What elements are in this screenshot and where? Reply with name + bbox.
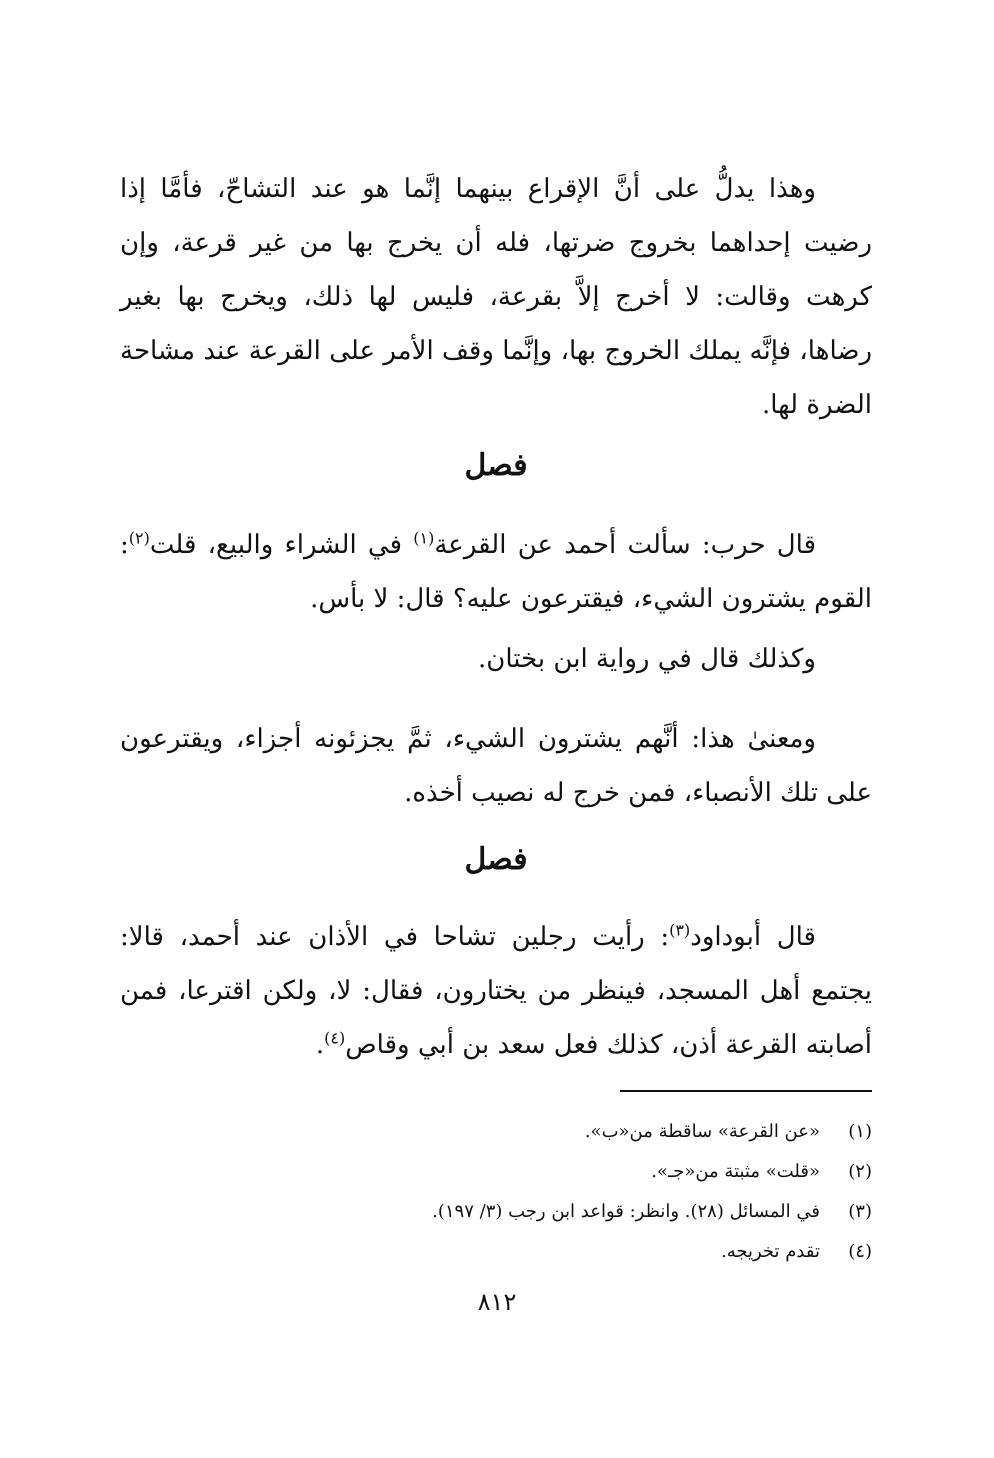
paragraph-3 — [120, 632, 872, 686]
footnote-1 — [120, 1112, 872, 1152]
footnote-2-text: «قلت» مثبتة من«جـ». — [651, 1161, 820, 1182]
footnote-4 — [120, 1232, 872, 1272]
paragraph-5-part-1: قال أبوداود — [690, 922, 816, 952]
footnote-3 — [120, 1192, 872, 1232]
paragraph-5-part-3: . — [315, 1030, 325, 1060]
footnote-1-number: (١) — [848, 1121, 872, 1142]
section-heading-2: فصل — [464, 842, 528, 877]
footnote-ref-1: (١) — [413, 528, 435, 548]
paragraph-5 — [120, 910, 872, 1072]
paragraph-2 — [120, 518, 872, 626]
paragraph-4-text: ومعنىٰ هذا: أنَّهم يشترون الشيء، ثمَّ يجزئونه أجزاء، ويقترعون على تلك الأنصباء، فمن خرج له نصيب أخذه. — [120, 724, 872, 808]
footnote-ref-3: (٣) — [669, 920, 691, 940]
footnote-2 — [120, 1152, 872, 1192]
paragraph-4 — [120, 712, 872, 820]
paragraph-1 — [120, 162, 872, 432]
footnote-3-number: (٣) — [848, 1201, 872, 1222]
section-heading-1: فصل — [464, 448, 528, 483]
footnote-1-text: «عن القرعة» ساقطة من«ب». — [584, 1121, 820, 1142]
footnote-4-number: (٤) — [848, 1241, 872, 1262]
page-number: ٨١٢ — [477, 1288, 517, 1316]
paragraph-3-text: وكذلك قال في رواية ابن بختان. — [478, 644, 816, 674]
paragraph-2-part-2: في الشراء والبيع، قلت — [149, 530, 414, 560]
paragraph-2-part-1: قال حرب: سألت أحمد عن القرعة — [434, 530, 817, 560]
footnotes — [120, 1112, 872, 1272]
footnote-2-number: (٢) — [848, 1161, 872, 1182]
paragraph-1-text: وهذا يدلُّ على أنَّ الإقراع بينهما إنَّما هو عند التشاحّ، فأمَّا إذا رضيت إحداهما بخروج ضرتها، فله أن يخرج بها من غير قرعة، وإن كرهت وقالت: لا أخرج إلاَّ بقرعة، فليس لها ذلك، ويخرج بها بغير رضاها، فإنَّه يملك الخروج بها، وإنَّما وقف الأمر على القرعة عند مشاحة الضرة لها. — [120, 174, 872, 420]
paragraph-5-part-2: : رأيت رجلين تشاحا في الأذان عند أحمد، قالا: يجتمع أهل المسجد، فينظر من يختارون، فقال: لا، ولكن اقترعا، فمن أصابته القرعة أذن، كذلك فعل سعد بن أبي وقاص — [120, 922, 872, 1060]
footnote-4-text: تقدم تخريجه. — [721, 1241, 820, 1262]
footnote-ref-2: (٢) — [128, 528, 150, 548]
footnote-3-text: في المسائل (٢٨). وانظر: قواعد ابن رجب (٣/ ١٩٧). — [432, 1201, 820, 1222]
paragraph-2-part-3: : القوم يشترون الشيء، فيقترعون عليه؟ قال: لا بأس. — [120, 530, 872, 614]
footnote-ref-4: (٤) — [324, 1028, 346, 1048]
footnote-separator — [620, 1090, 872, 1092]
